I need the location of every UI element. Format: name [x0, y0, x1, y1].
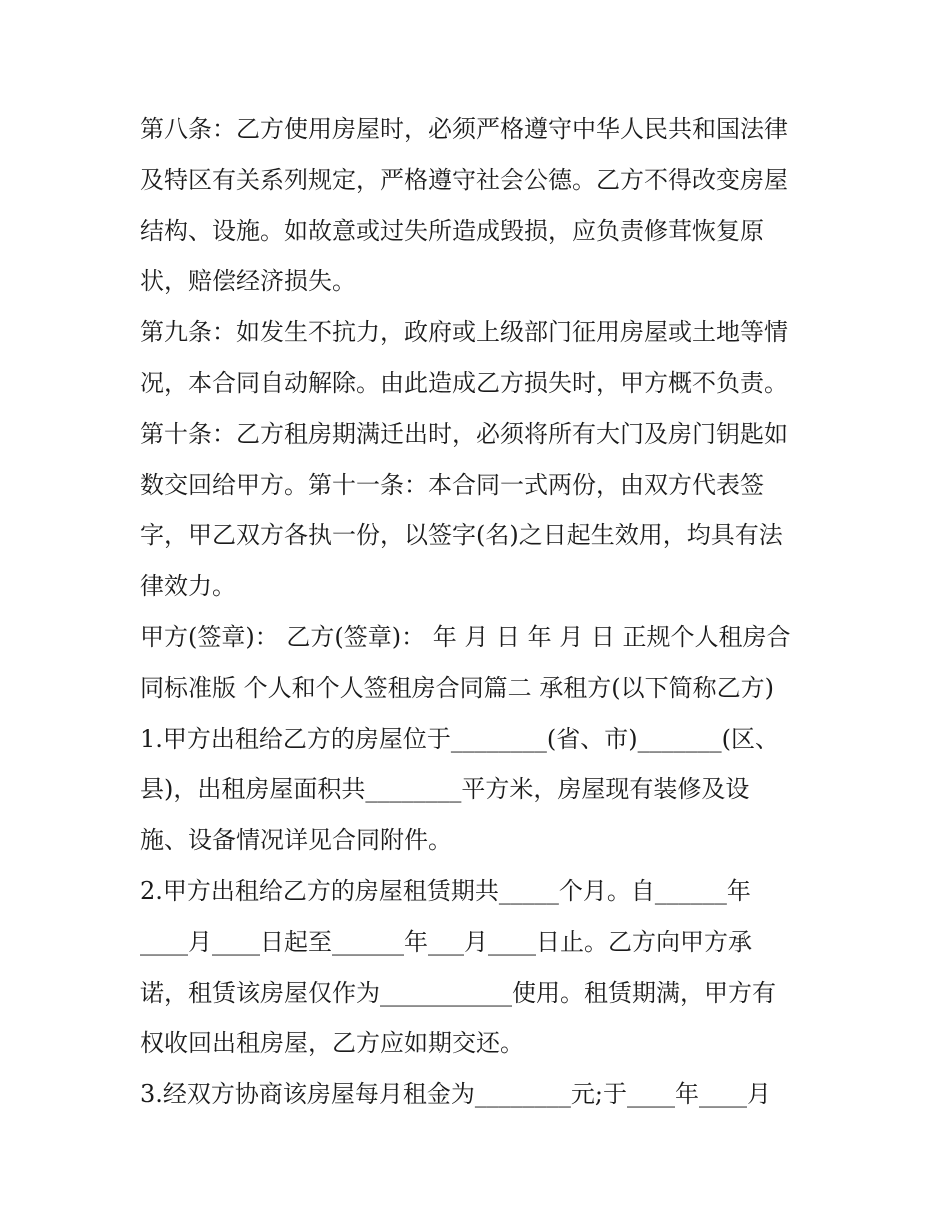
contract-text [140, 104, 820, 1120]
text-line: 状，赔偿经济损失。 [140, 267, 356, 296]
text-line: 第九条：如发生不抗力，政府或上级部门征用房屋或土地等情 [140, 318, 788, 347]
text-line: 第十条：乙方租房期满迁出时，必须将所有大门及房门钥匙如 [140, 419, 788, 448]
text-line: ____月____日起至______年___月____日止。乙方向甲方承 [140, 927, 752, 956]
text-line: 及特区有关系列规定，严格遵守社会公德。乙方不得改变房屋 [140, 165, 788, 194]
text-line: 2.甲方出租给乙方的房屋租赁期共_____个月。自______年 [140, 876, 751, 905]
text-line: 同标准版 个人和个人签租房合同篇二 承租方(以下简称乙方) [140, 673, 774, 702]
text-line: 诺，租赁该房屋仅作为___________使用。租赁期满，甲方有 [140, 978, 776, 1007]
text-line: 甲方(签章)： 乙方(签章)： 年 月 日 年 月 日 正规个人租房合 [140, 622, 791, 651]
text-line: 律效力。 [140, 572, 236, 601]
text-line: 结构、设施。如故意或过失所造成毁损，应负责修茸恢复原 [140, 216, 764, 245]
text-line: 施、设备情况详见合同附件。 [140, 826, 452, 855]
text-line: 1.甲方出租给乙方的房屋位于________(省、市)_______(区、 [140, 724, 779, 753]
text-line: 数交回给甲方。第十一条：本合同一式两份，由双方代表签 [140, 470, 764, 499]
text-line: 县)，出租房屋面积共________平方米，房屋现有装修及设 [140, 775, 750, 804]
text-line: 第八条：乙方使用房屋时，必须严格遵守中华人民共和国法律 [140, 115, 788, 143]
text-line: 况，本合同自动解除。由此造成乙方损失时，甲方概不负责。 [140, 368, 788, 397]
text-line: 3.经双方协商该房屋每月租金为________元;于____年____月 [140, 1080, 771, 1109]
text-line: 权收回出租房屋，乙方应如期交还。 [140, 1029, 524, 1058]
text-line: 字，甲乙双方各执一份，以签字(名)之日起生效用，均具有法 [140, 521, 783, 550]
